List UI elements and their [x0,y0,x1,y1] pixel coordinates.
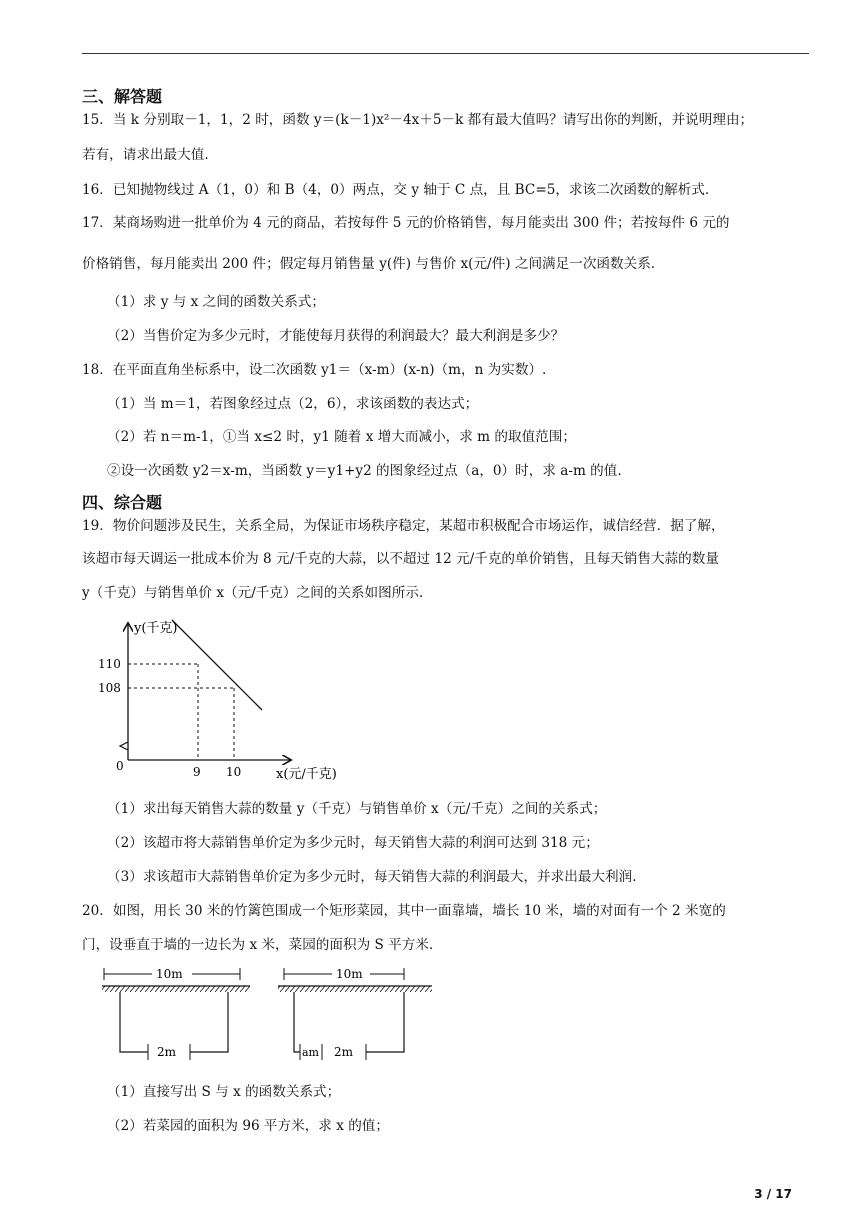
question-20-part2: （2）若菜园的面积为 96 平方米，求 x 的值； [107,1118,389,1134]
axis-break-mark [120,742,128,750]
question-16: 16．已知抛物线过 A（1，0）和 B（4，0）两点，交 y 轴于 C 点，且 BC=5，求该二次函数的解析式. [82,182,710,198]
question-20-line2: 门，设垂直于墙的一边长为 x 米，菜园的面积为 S 平方米. [82,937,434,953]
question-17-part2: （2）当售价定为多少元时，才能使每月获得的利润最大？最大利润是多少？ [107,328,565,344]
page-number: 3 / 17 [754,1187,792,1201]
origin-label: 0 [116,759,124,773]
question-19-line3: y（千克）与销售单价 x（元/千克）之间的关系如图所示. [82,585,424,601]
y-axis-label: y(千克) [134,621,178,636]
question-20-line1: 20．如图，用长 30 米的竹篱笆围成一个矩形菜园，其中一面靠墙，墙长 10 米，墙的对面有一个 2 米宽的 [82,903,726,919]
question-18-part2b: ②设一次函数 y2＝x-m，当函数 y＝y1+y2 的图象经过点（a，0）时，求 a-m 的值. [107,463,622,479]
question-15-line1: 15．当 k 分别取－1，1，2 时，函数 y＝(k－1)x²－4x＋5－k 都有最大值吗？请写出你的判断，并说明理由； [82,112,754,128]
question-19-part1: （1）求出每天销售大蒜的数量 y（千克）与销售单价 x（元/千克）之间的关系式； [107,801,607,817]
header-rule [82,53,809,54]
section-heading-comprehensive: 四、综合题 [82,493,163,512]
section-heading-answer: 三、解答题 [82,87,163,106]
y-tick-110: 110 [98,657,121,671]
question-19-part3: （3）求该超市大蒜销售单价定为多少元时，每天销售大蒜的利润最大，并求出最大利润. [107,869,637,885]
x-axis-label: x(元/千克) [276,767,337,782]
question-19-part2: （2）该超市将大蒜销售单价定为多少元时，每天销售大蒜的利润可达到 318 元； [107,835,599,851]
x-tick-9: 9 [193,765,201,779]
figure-20-diagrams [100,962,440,1067]
question-17-line1: 17．某商场购进一批单价为 4 元的商品，若按每件 5 元的价格销售，每月能卖出 300 件；若按每件 6 元的 [82,215,730,231]
question-19-line2: 该超市每天调运一批成本价为 8 元/千克的大蒜，以不超过 12 元/千克的单价销售，且每天销售大蒜的数量 [82,551,719,567]
question-17-line2: 价格销售，每月能卖出 200 件；假定每月销售量 y(件) 与售价 x(元/件) 之间满足一次函数关系. [82,256,656,272]
question-18-part2: （2）若 n＝m-1，①当 x≤2 时，y1 随着 x 增大而减小，求 m 的取值范围； [107,429,576,445]
question-17-part1: （1）求 y 与 x 之间的函数关系式； [107,294,325,310]
left-wall-label: 10m [156,967,183,981]
right-door-label: 2m [334,1045,354,1059]
right-small-gap-label: am [302,1046,319,1059]
question-15-line2: 若有，请求出最大值. [82,147,209,163]
right-wall-label: 10m [336,967,363,981]
demand-line [172,620,262,710]
left-door-label: 2m [157,1045,177,1059]
x-tick-10: 10 [226,765,242,779]
diagram-right [278,967,432,1060]
question-20-part1: （1）直接写出 S 与 x 的函数关系式； [107,1084,341,1100]
figure-19-graph [98,612,370,787]
diagram-left [102,967,250,1060]
question-18-part1: （1）当 m＝1，若图象经过点（2，6），求该函数的表达式； [107,396,479,412]
y-tick-108: 108 [98,681,121,695]
question-19-line1: 19．物价问题涉及民生，关系全局，为保证市场秩序稳定，某超市积极配合市场运作，诚信经营．据了解， [82,518,725,534]
question-18: 18．在平面直角坐标系中，设二次函数 y1＝（x-m）(x-n)（m，n 为实数）. [82,362,547,378]
